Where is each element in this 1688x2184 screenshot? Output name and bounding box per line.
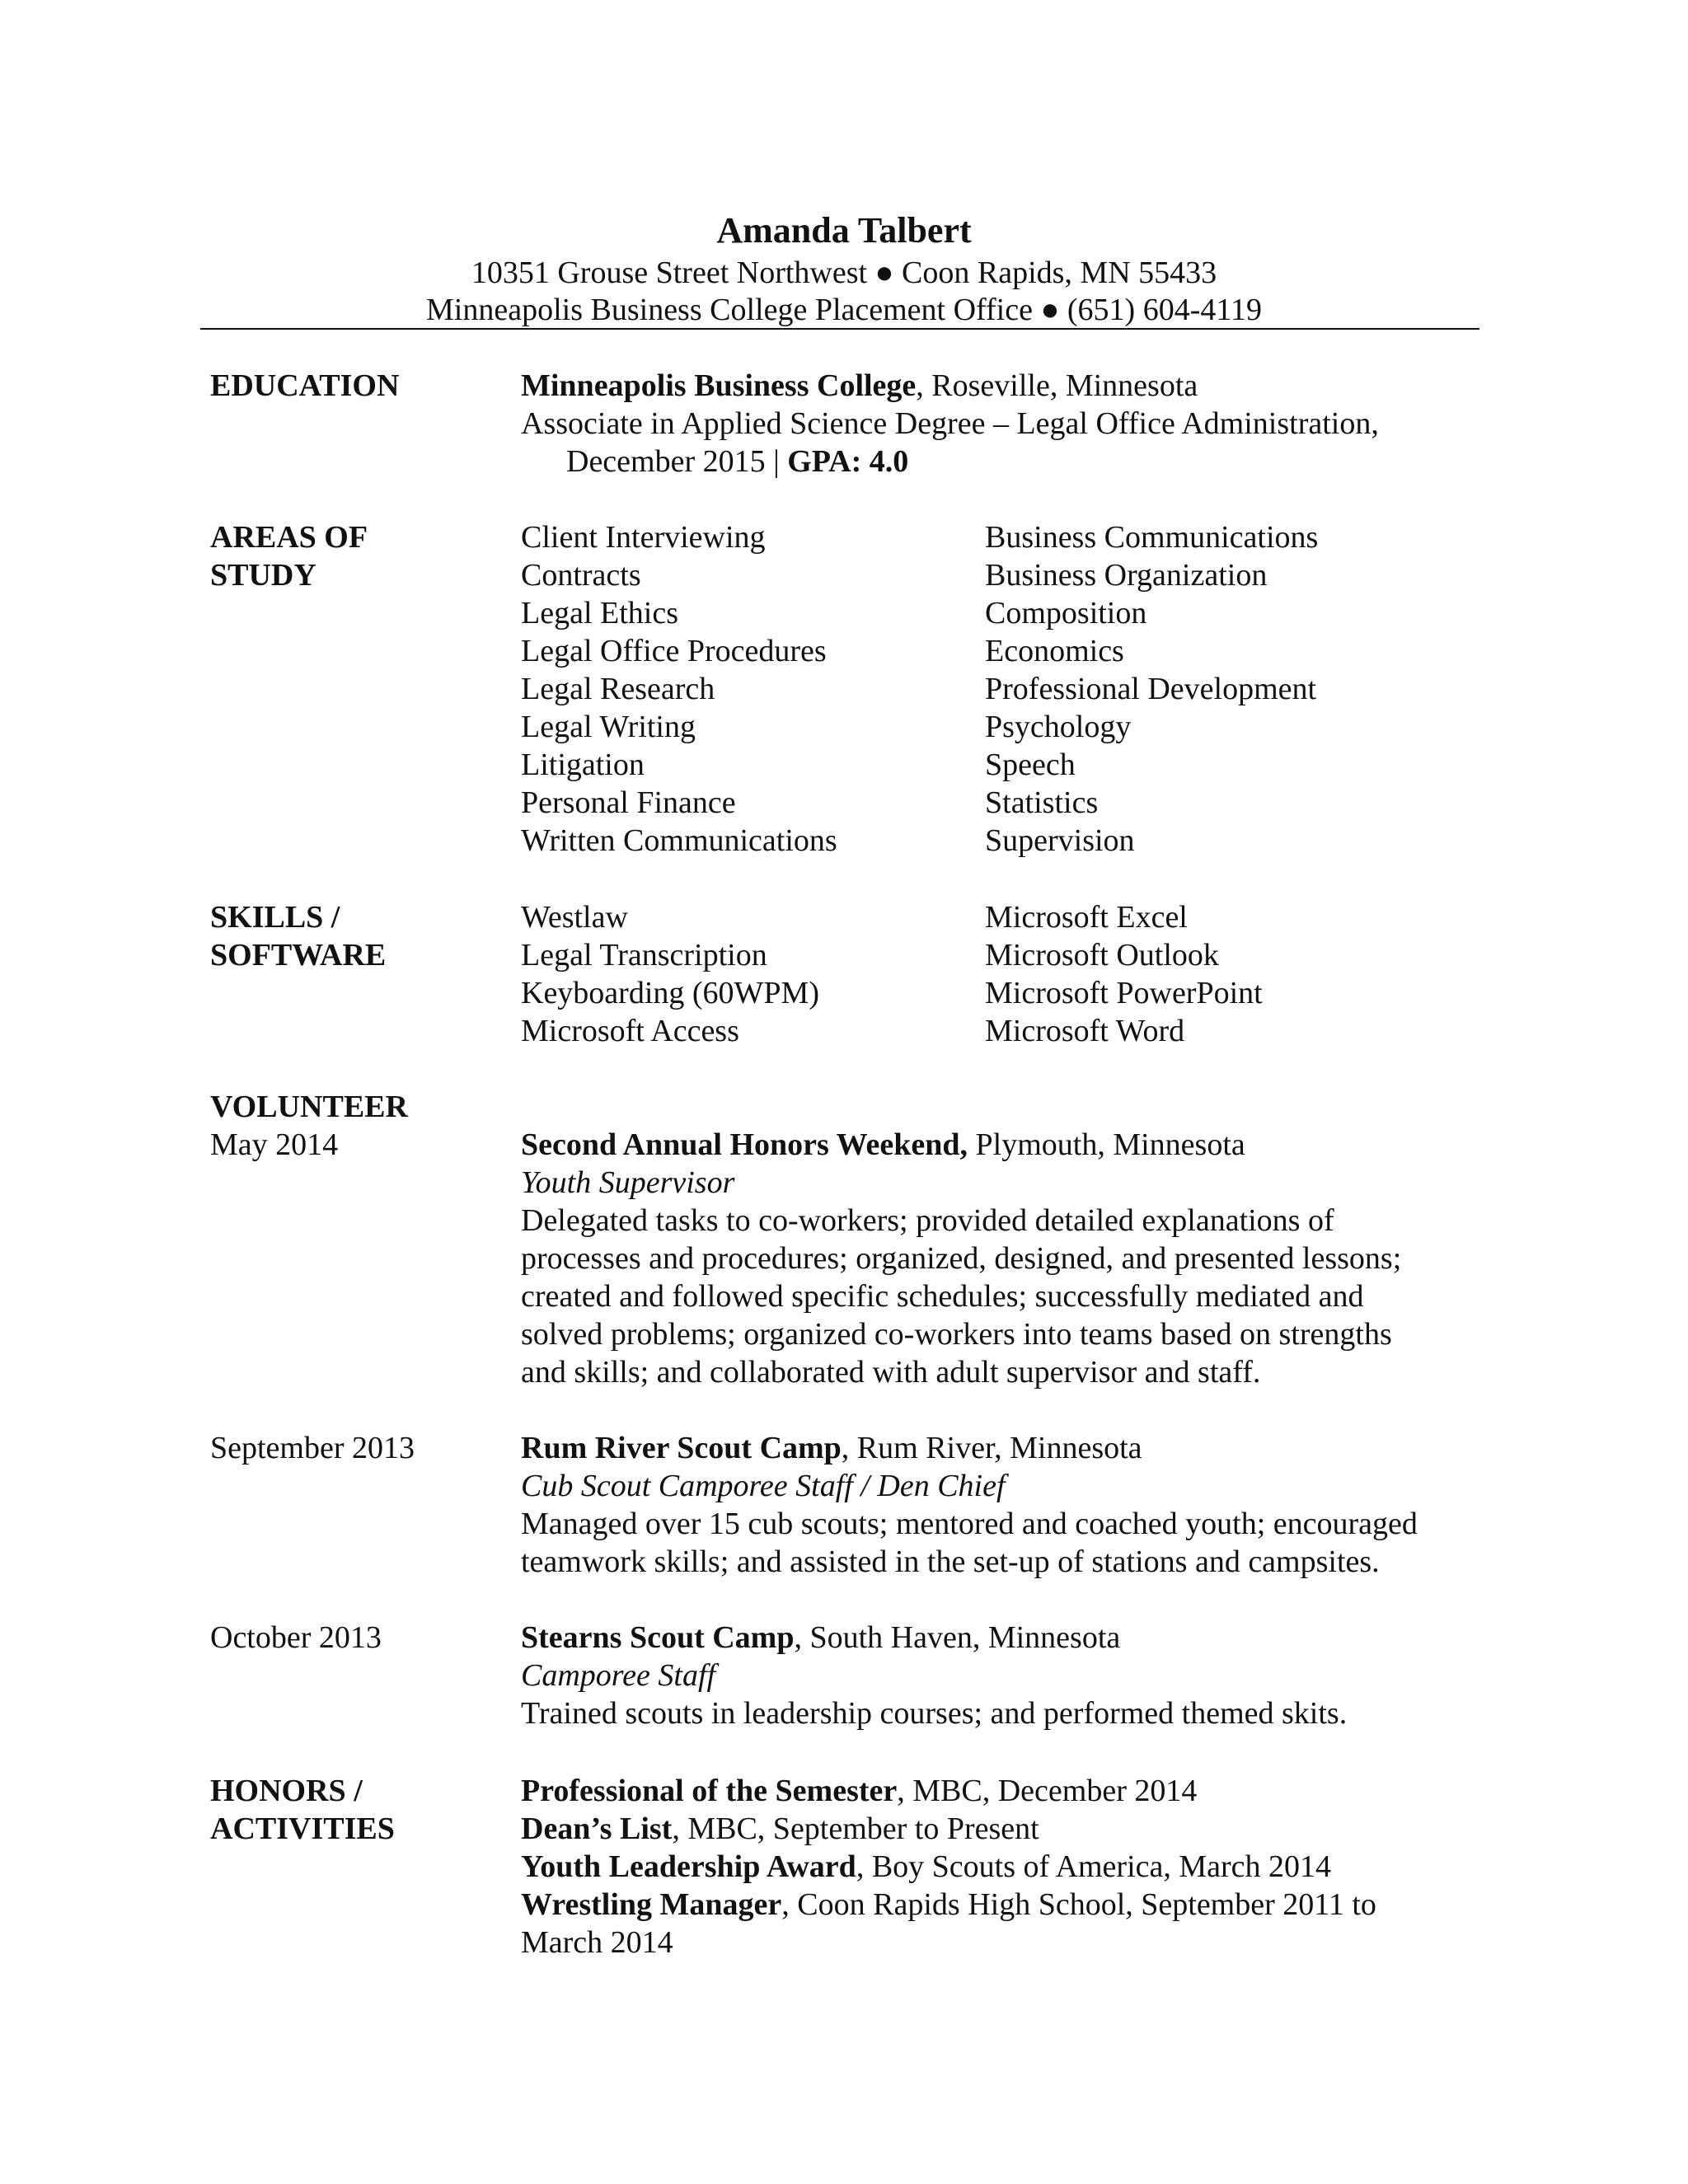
study-item: Client Interviewing — [521, 520, 766, 555]
honor-item — [521, 1772, 1197, 1810]
skill-item: Microsoft Excel — [985, 900, 1188, 935]
skill-item: Microsoft Word — [985, 1014, 1185, 1048]
section-label-areas-of-study-2: STUDY — [210, 558, 316, 593]
study-item: Business Communications — [985, 520, 1319, 555]
study-item: Legal Ethics — [521, 596, 678, 630]
section-label-skills-2: SOFTWARE — [210, 938, 387, 972]
volunteer-date: May 2014 — [210, 1127, 339, 1162]
volunteer-desc-line: processes and procedures; organized, designed, and presented lessons; — [521, 1241, 1402, 1276]
header-divider — [200, 328, 1479, 330]
study-item: Composition — [985, 596, 1147, 630]
education-school-line — [521, 367, 1198, 405]
skill-item: Westlaw — [521, 900, 628, 935]
education-date: December 2015 | — [566, 444, 788, 479]
study-item: Legal Writing — [521, 710, 696, 744]
honor-title: Dean’s List — [521, 1811, 673, 1846]
study-item: Economics — [985, 634, 1124, 668]
volunteer-desc-line: and skills; and collaborated with adult supervisor and staff. — [521, 1355, 1261, 1390]
volunteer-location: , Rum River, Minnesota — [841, 1431, 1142, 1465]
study-item: Legal Office Procedures — [521, 634, 827, 668]
study-item: Statistics — [985, 785, 1099, 820]
study-item: Contracts — [521, 558, 641, 593]
skill-item: Keyboarding (60WPM) — [521, 976, 819, 1010]
volunteer-desc-line: solved problems; organized co-workers into teams based on strengths — [521, 1317, 1392, 1352]
volunteer-location: Plymouth, Minnesota — [968, 1127, 1245, 1162]
study-item: Litigation — [521, 748, 645, 782]
volunteer-role: Youth Supervisor — [521, 1165, 735, 1200]
volunteer-role: Camporee Staff — [521, 1658, 716, 1693]
education-school: Minneapolis Business College — [521, 368, 917, 403]
volunteer-org: Rum River Scout Camp — [521, 1431, 842, 1465]
honor-item — [521, 1886, 1376, 1924]
study-item: Psychology — [985, 710, 1132, 744]
honor-detail: , Coon Rapids High School, September 2011 to — [781, 1887, 1376, 1922]
section-label-areas-of-study-1: AREAS OF — [210, 520, 368, 555]
section-label-volunteer: VOLUNTEER — [210, 1090, 408, 1124]
volunteer-desc-line: teamwork skills; and assisted in the set-up of stations and campsites. — [521, 1544, 1380, 1579]
volunteer-desc-line: Trained scouts in leadership courses; and performed themed skits. — [521, 1696, 1348, 1731]
volunteer-org: Stearns Scout Camp — [521, 1620, 795, 1655]
study-item: Business Organization — [985, 558, 1268, 593]
volunteer-date: October 2013 — [210, 1620, 382, 1655]
volunteer-desc-line: Delegated tasks to co-workers; provided detailed explanations of — [521, 1203, 1334, 1238]
honor-detail: , MBC, December 2014 — [897, 1774, 1198, 1808]
honor-detail: , Boy Scouts of America, March 2014 — [856, 1849, 1332, 1884]
section-label-honors-1: HONORS / — [210, 1774, 363, 1808]
honor-title: Wrestling Manager — [521, 1887, 782, 1922]
volunteer-date: September 2013 — [210, 1431, 415, 1465]
study-item: Written Communications — [521, 823, 837, 858]
section-label-skills-1: SKILLS / — [210, 900, 340, 935]
applicant-name: Amanda Talbert — [716, 210, 972, 251]
volunteer-location: , South Haven, Minnesota — [794, 1620, 1121, 1655]
volunteer-org-line — [521, 1619, 1120, 1657]
skill-item: Microsoft Outlook — [985, 938, 1219, 972]
section-label-honors-2: ACTIVITIES — [210, 1811, 395, 1846]
volunteer-org: Second Annual Honors Weekend, — [521, 1127, 968, 1162]
volunteer-org-line — [521, 1126, 1245, 1164]
skill-item: Legal Transcription — [521, 938, 767, 972]
honor-title: Professional of the Semester — [521, 1774, 898, 1808]
honor-item — [521, 1848, 1331, 1886]
skill-item: Microsoft Access — [521, 1014, 739, 1048]
honor-item — [521, 1810, 1039, 1848]
contact-address: 10351 Grouse Street Northwest ● Coon Rapids, MN 55433 — [471, 255, 1217, 290]
education-date-line — [566, 443, 908, 480]
education-location: , Roseville, Minnesota — [916, 368, 1198, 403]
volunteer-desc-line: created and followed specific schedules; successfully mediated and — [521, 1279, 1364, 1314]
education-gpa: GPA: 4.0 — [787, 444, 909, 479]
skill-item: Microsoft PowerPoint — [985, 976, 1263, 1010]
study-item: Personal Finance — [521, 785, 736, 820]
volunteer-role: Cub Scout Camporee Staff / Den Chief — [521, 1469, 1006, 1503]
study-item: Supervision — [985, 823, 1135, 858]
volunteer-org-line — [521, 1429, 1142, 1467]
section-label-education: EDUCATION — [210, 368, 400, 403]
education-degree: Associate in Applied Science Degree – Legal Office Administration, — [521, 406, 1379, 441]
contact-placement-office: Minneapolis Business College Placement Office ● (651) 604-4119 — [426, 293, 1262, 327]
honor-detail: , MBC, September to Present — [672, 1811, 1039, 1846]
study-item: Legal Research — [521, 672, 715, 706]
honors-continuation: March 2014 — [521, 1925, 673, 1960]
volunteer-desc-line: Managed over 15 cub scouts; mentored and coached youth; encouraged — [521, 1507, 1418, 1541]
study-item: Speech — [985, 748, 1076, 782]
honor-title: Youth Leadership Award — [521, 1849, 856, 1884]
study-item: Professional Development — [985, 672, 1317, 706]
